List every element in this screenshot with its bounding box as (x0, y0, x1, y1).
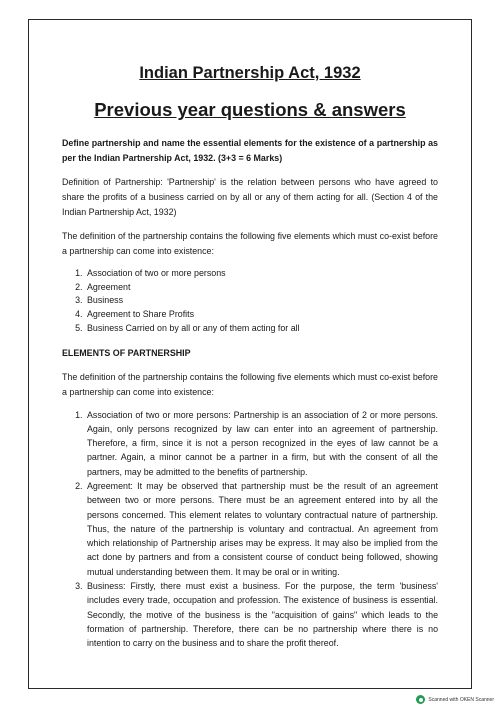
document-body (62, 62, 438, 651)
elements-long-list (62, 408, 438, 651)
list-item: 2. Agreement: It may be observed that partnership must be the result of an agreement between two or more persons. There must be an agreement entered into by all the persons concerned. This element relates to voluntary contractual nature of partnership. Thus, the nature of the partnership is voluntary and contractual. An agreement from which relationship of Partnership arises may be express. It may also be implied from the act done by partners and from a consistent course of conduct being followed, showing mutual understanding between them. It may be oral or in writing. (85, 479, 438, 579)
list-item: 3. Business: Firstly, there must exist a business. For the purpose, the term 'business' includes every trade, occupation and profession. The existence of business is essential. Secondly, the motive of the business is the "acquisition of gains" which leads to the formation of partnership. Therefore, there can be no partnership where there is no intention to carry on the business and to share the profit thereof. (85, 579, 438, 650)
document-title: Indian Partnership Act, 1932 (139, 64, 361, 82)
document-subtitle: Previous year questions & answers (94, 99, 406, 120)
list-item: 4. Agreement to Share Profits (85, 308, 438, 322)
scanner-logo-icon (416, 695, 425, 704)
elements-heading: ELEMENTS OF PARTNERSHIP (62, 347, 191, 358)
list-item: 1. Association of two or more persons: Partnership is an association of 2 or more persons. Again, only persons recognized by law can enter into an agreement of partnership. Therefore, a firm, since it is not a person recognized in the eyes of law cannot be a partner. Again, a minor cannot be a partner in a firm, but with the consent of all the partners, may be admitted to the benefits of partnership. (85, 408, 438, 479)
list-item: 5. Business Carried on by all or any of them acting for all (85, 322, 438, 336)
definition-paragraph: Definition of Partnership: 'Partnership' is the relation between persons who have agreed to share the profits of a business carried on by all or any of them acting for all. (Section 4 of the Indian Partnership Act, 1932) (62, 177, 438, 217)
intro-paragraph-2: The definition of the partnership contains the following five elements which must co-exist before a partnership can come into existence: (62, 371, 438, 397)
list-item: 1. Association of two or more persons (85, 267, 438, 281)
scanner-label: Scanned with OKEN Scanner (428, 696, 494, 703)
elements-short-list (62, 267, 438, 336)
intro-paragraph-1: The definition of the partnership contains the following five elements which must co-exist before a partnership can come into existence: (62, 231, 438, 256)
list-item: 2. Agreement (85, 281, 438, 295)
list-item: 3. Business (85, 294, 438, 308)
question-text: Define partnership and name the essential elements for the existence of a partnership as per the Indian Partnership Act, 1932. (3+3 = 6 Marks) (62, 138, 438, 163)
scanner-watermark (416, 695, 494, 704)
